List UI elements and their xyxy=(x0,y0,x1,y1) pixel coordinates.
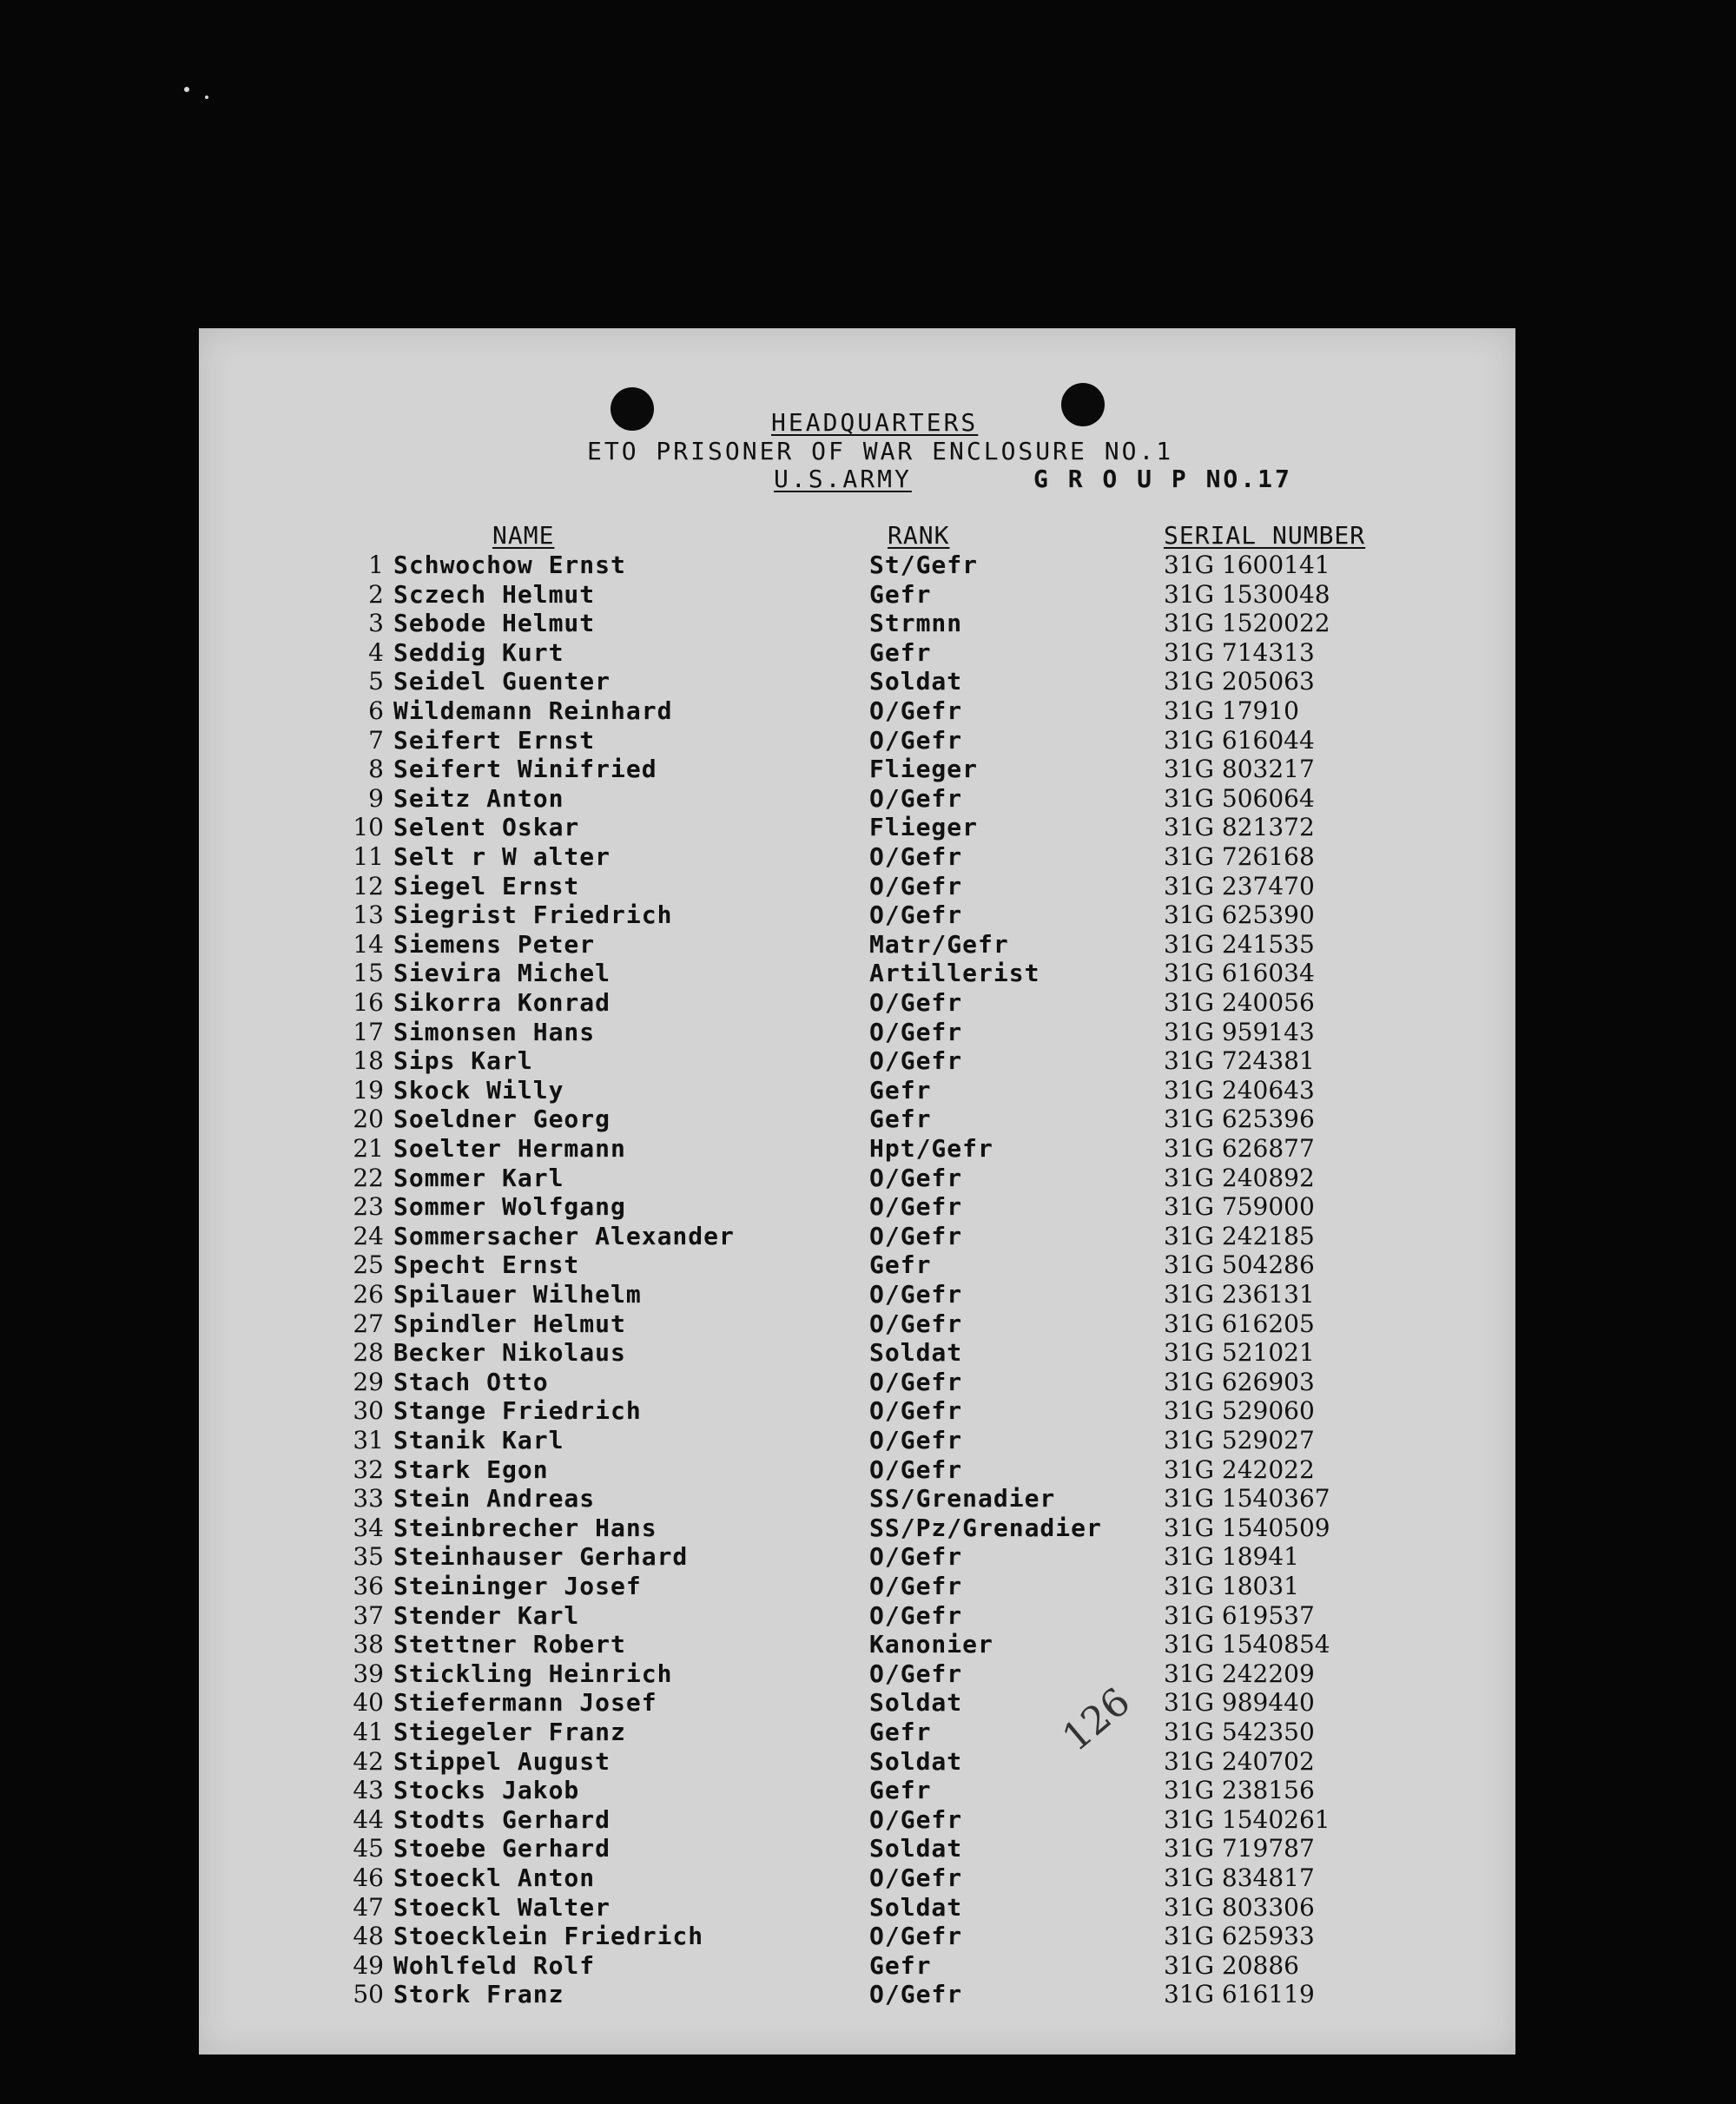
row-number: 34 xyxy=(353,1513,384,1542)
prisoner-name: Stach Otto xyxy=(393,1367,549,1396)
prisoner-name: Stender Karl xyxy=(393,1600,580,1630)
serial-number: 31G 726168 xyxy=(1164,842,1315,871)
row-number: 3 xyxy=(368,609,384,638)
prisoner-name: Seitz Anton xyxy=(393,783,564,813)
prisoner-name: Sommer Wolfgang xyxy=(393,1192,626,1222)
prisoner-name: Becker Nikolaus xyxy=(393,1338,626,1368)
table-row xyxy=(199,1601,1515,1630)
table-row xyxy=(199,842,1515,871)
row-number: 27 xyxy=(353,1309,384,1338)
serial-number: 31G 1540367 xyxy=(1164,1484,1330,1514)
prisoner-rank: O/Gefr xyxy=(869,1309,963,1338)
prisoner-name: Siegrist Friedrich xyxy=(393,900,673,930)
table-row xyxy=(199,813,1515,841)
serial-number: 31G 803217 xyxy=(1164,755,1315,784)
serial-number: 31G 719787 xyxy=(1164,1834,1315,1863)
row-number: 9 xyxy=(368,783,384,813)
prisoner-rank: Flieger xyxy=(869,813,979,842)
prisoner-rank: O/Gefr xyxy=(869,1863,963,1892)
row-number: 23 xyxy=(353,1192,384,1222)
row-number: 43 xyxy=(353,1776,384,1805)
row-number: 24 xyxy=(353,1221,384,1250)
prisoner-rank: O/Gefr xyxy=(869,1572,963,1600)
serial-number: 31G 619537 xyxy=(1164,1600,1315,1630)
row-number: 47 xyxy=(353,1892,384,1922)
prisoner-rank: Artillerist xyxy=(869,959,1040,988)
table-row xyxy=(199,872,1515,900)
prisoner-name: Spindler Helmut xyxy=(393,1309,626,1338)
row-number: 36 xyxy=(353,1572,384,1600)
table-row xyxy=(199,1222,1515,1250)
prisoner-rank: O/Gefr xyxy=(869,1804,963,1834)
table-row xyxy=(199,900,1515,929)
prisoner-name: Soeldner Georg xyxy=(393,1105,611,1134)
table-row xyxy=(199,1542,1515,1571)
serial-number: 31G 238156 xyxy=(1164,1776,1315,1805)
prisoner-rank: Flieger xyxy=(869,755,979,784)
prisoner-rank: Gefr xyxy=(869,637,932,667)
serial-number: 31G 1600141 xyxy=(1164,551,1330,579)
table-row xyxy=(199,1630,1515,1659)
table-row xyxy=(199,1338,1515,1367)
column-header-rank: RANK xyxy=(888,521,950,550)
serial-number: 31G 240643 xyxy=(1164,1075,1315,1105)
serial-number: 31G 759000 xyxy=(1164,1192,1315,1222)
table-row xyxy=(199,1076,1515,1105)
row-number: 10 xyxy=(353,813,384,842)
row-number: 11 xyxy=(353,842,384,871)
serial-number: 31G 821372 xyxy=(1164,813,1315,842)
prisoner-rank: O/Gefr xyxy=(869,1454,963,1484)
row-number: 29 xyxy=(353,1367,384,1396)
serial-number: 31G 542350 xyxy=(1164,1718,1315,1746)
prisoner-rank: SS/Grenadier xyxy=(869,1484,1056,1514)
army-label: U.S.ARMY xyxy=(774,465,912,493)
prisoner-rank: Gefr xyxy=(869,1105,932,1134)
row-number: 18 xyxy=(353,1046,384,1076)
serial-number: 31G 803306 xyxy=(1164,1892,1315,1922)
prisoner-name: Seifert Ernst xyxy=(393,725,596,755)
table-row xyxy=(199,988,1515,1017)
prisoner-name: Selent Oskar xyxy=(393,813,580,842)
prisoner-name: Stanik Karl xyxy=(393,1426,564,1454)
prisoner-rank: Matr/Gefr xyxy=(869,929,1009,959)
prisoner-name: Stettner Robert xyxy=(393,1630,626,1659)
prisoner-name: Spilauer Wilhelm xyxy=(393,1280,642,1309)
row-number: 14 xyxy=(353,929,384,959)
serial-number: 31G 616119 xyxy=(1164,1980,1315,2009)
prisoner-rank: O/Gefr xyxy=(869,783,963,813)
prisoner-name: Sczech Helmut xyxy=(393,579,596,609)
serial-number: 31G 506064 xyxy=(1164,783,1315,813)
row-number: 26 xyxy=(353,1280,384,1309)
prisoner-name: Stoecklein Friedrich xyxy=(393,1922,704,1951)
prisoner-rank: O/Gefr xyxy=(869,1046,963,1076)
row-number: 33 xyxy=(353,1484,384,1514)
prisoner-name: Schwochow Ernst xyxy=(393,551,626,579)
row-number: 5 xyxy=(368,667,384,696)
row-number: 7 xyxy=(368,725,384,755)
serial-number: 31G 529060 xyxy=(1164,1396,1315,1426)
prisoner-rank: Soldat xyxy=(869,1746,963,1776)
row-number: 28 xyxy=(353,1338,384,1368)
row-number: 48 xyxy=(353,1922,384,1951)
row-number: 45 xyxy=(353,1834,384,1863)
serial-number: 31G 504286 xyxy=(1164,1250,1315,1280)
table-row xyxy=(199,959,1515,987)
prisoner-rank: O/Gefr xyxy=(869,1192,963,1222)
prisoner-name: Simonsen Hans xyxy=(393,1017,596,1046)
prisoner-rank: Soldat xyxy=(869,1338,963,1368)
prisoner-rank: SS/Pz/Grenadier xyxy=(869,1513,1102,1542)
table-row xyxy=(199,930,1515,959)
table-row xyxy=(199,609,1515,637)
prisoner-rank: O/Gefr xyxy=(869,1600,963,1630)
prisoner-name: Stark Egon xyxy=(393,1454,549,1484)
table-row xyxy=(199,1134,1515,1163)
row-number: 50 xyxy=(353,1980,384,2009)
serial-number: 31G 242185 xyxy=(1164,1221,1315,1250)
serial-number: 31G 1520022 xyxy=(1164,609,1330,638)
row-number: 15 xyxy=(353,959,384,988)
film-speck xyxy=(205,96,208,99)
table-row xyxy=(199,1951,1515,1980)
prisoner-rank: O/Gefr xyxy=(869,1221,963,1250)
row-number: 32 xyxy=(353,1454,384,1484)
row-number: 13 xyxy=(353,900,384,930)
table-row xyxy=(199,1572,1515,1600)
prisoner-rank: Strmnn xyxy=(869,609,963,638)
serial-number: 31G 616205 xyxy=(1164,1309,1315,1338)
table-row xyxy=(199,1426,1515,1454)
row-number: 49 xyxy=(353,1950,384,1980)
serial-number: 31G 205063 xyxy=(1164,667,1315,696)
prisoner-name: Sebode Helmut xyxy=(393,609,596,638)
serial-number: 31G 625396 xyxy=(1164,1105,1315,1134)
serial-number: 31G 1540509 xyxy=(1164,1513,1330,1542)
row-number: 38 xyxy=(353,1630,384,1659)
prisoner-rank: O/Gefr xyxy=(869,1659,963,1688)
prisoner-rank: Gefr xyxy=(869,1718,932,1746)
table-row xyxy=(199,667,1515,696)
prisoner-rank: O/Gefr xyxy=(869,1280,963,1309)
row-number: 21 xyxy=(353,1134,384,1163)
prisoner-rank: Gefr xyxy=(869,579,932,609)
serial-number: 31G 714313 xyxy=(1164,637,1315,667)
prisoner-rank: O/Gefr xyxy=(869,1922,963,1951)
prisoner-name: Stiegeler Franz xyxy=(393,1718,626,1746)
prisoner-name: Steinbrecher Hans xyxy=(393,1513,657,1542)
row-number: 44 xyxy=(353,1804,384,1834)
prisoner-name: Stocks Jakob xyxy=(393,1776,580,1805)
serial-number: 31G 1540854 xyxy=(1164,1630,1330,1659)
row-number: 35 xyxy=(353,1542,384,1572)
prisoner-rank: Hpt/Gefr xyxy=(869,1134,993,1163)
prisoner-rank: O/Gefr xyxy=(869,1426,963,1454)
document-page xyxy=(199,328,1515,2055)
serial-number: 31G 989440 xyxy=(1164,1688,1315,1718)
row-number: 12 xyxy=(353,871,384,900)
prisoner-rank: O/Gefr xyxy=(869,1017,963,1046)
table-row xyxy=(199,726,1515,755)
serial-number: 31G 18031 xyxy=(1164,1572,1299,1600)
serial-number: 31G 236131 xyxy=(1164,1280,1315,1309)
table-row xyxy=(199,1046,1515,1075)
serial-number: 31G 237470 xyxy=(1164,871,1315,900)
table-row xyxy=(199,1805,1515,1834)
group-label: G R O U P NO.17 xyxy=(1033,465,1292,493)
prisoner-name: Sievira Michel xyxy=(393,959,611,988)
row-number: 42 xyxy=(353,1746,384,1776)
row-number: 19 xyxy=(353,1075,384,1105)
row-number: 6 xyxy=(368,696,384,725)
table-row xyxy=(199,1396,1515,1425)
serial-number: 31G 242209 xyxy=(1164,1659,1315,1688)
table-row xyxy=(199,1164,1515,1192)
serial-number: 31G 240056 xyxy=(1164,988,1315,1017)
table-row xyxy=(199,755,1515,783)
row-number: 31 xyxy=(353,1426,384,1454)
punch-hole-right xyxy=(1061,383,1105,426)
table-row xyxy=(199,638,1515,667)
table-row xyxy=(199,784,1515,813)
prisoner-name: Siegel Ernst xyxy=(393,871,580,900)
serial-number: 31G 240892 xyxy=(1164,1163,1315,1192)
table-row xyxy=(199,1368,1515,1396)
prisoner-name: Skock Willy xyxy=(393,1075,564,1105)
prisoner-rank: O/Gefr xyxy=(869,1367,963,1396)
prisoner-rank: Soldat xyxy=(869,1834,963,1863)
prisoner-rank: O/Gefr xyxy=(869,842,963,871)
row-number: 1 xyxy=(368,551,384,579)
table-row xyxy=(199,1455,1515,1484)
prisoner-name: Selt r W alter xyxy=(393,842,611,871)
table-row xyxy=(199,1514,1515,1542)
prisoner-name: Stiefermann Josef xyxy=(393,1688,657,1718)
serial-number: 31G 241535 xyxy=(1164,929,1315,959)
table-row xyxy=(199,1747,1515,1776)
prisoner-name: Soelter Hermann xyxy=(393,1134,626,1163)
row-number: 8 xyxy=(368,755,384,784)
prisoner-rank: Gefr xyxy=(869,1075,932,1105)
prisoner-rank: O/Gefr xyxy=(869,900,963,930)
serial-number: 31G 240702 xyxy=(1164,1746,1315,1776)
prisoner-name: Steinhauser Gerhard xyxy=(393,1542,689,1572)
prisoner-rank: Kanonier xyxy=(869,1630,993,1659)
table-row xyxy=(199,580,1515,609)
serial-number: 31G 834817 xyxy=(1164,1863,1315,1892)
table-row xyxy=(199,1688,1515,1717)
row-number: 16 xyxy=(353,988,384,1017)
prisoner-name: Stein Andreas xyxy=(393,1484,596,1514)
prisoner-rank: O/Gefr xyxy=(869,871,963,900)
row-number: 17 xyxy=(353,1017,384,1046)
prisoner-rank: Soldat xyxy=(869,1892,963,1922)
prisoner-name: Sikorra Konrad xyxy=(393,988,611,1017)
prisoner-name: Seddig Kurt xyxy=(393,637,564,667)
film-speck xyxy=(184,87,189,92)
prisoner-rank: O/Gefr xyxy=(869,1163,963,1192)
row-number: 2 xyxy=(368,579,384,609)
prisoner-name: Stork Franz xyxy=(393,1980,564,2009)
prisoner-name: Wildemann Reinhard xyxy=(393,696,673,725)
row-number: 46 xyxy=(353,1863,384,1892)
table-row xyxy=(199,1718,1515,1746)
row-number: 40 xyxy=(353,1688,384,1718)
row-number: 39 xyxy=(353,1659,384,1688)
serial-number: 31G 625933 xyxy=(1164,1922,1315,1951)
enclosure-title: ETO PRISONER OF WAR ENCLOSURE NO.1 xyxy=(587,437,1174,465)
table-row xyxy=(199,1484,1515,1513)
prisoner-name: Steininger Josef xyxy=(393,1572,642,1600)
serial-number: 31G 17910 xyxy=(1164,696,1299,725)
table-row xyxy=(199,1980,1515,2008)
column-header-serial: SERIAL NUMBER xyxy=(1164,521,1366,550)
table-row xyxy=(199,1250,1515,1279)
serial-number: 31G 959143 xyxy=(1164,1017,1315,1046)
prisoner-name: Seifert Winifried xyxy=(393,755,657,784)
serial-number: 31G 242022 xyxy=(1164,1454,1315,1484)
prisoner-name: Siemens Peter xyxy=(393,929,596,959)
serial-number: 31G 616034 xyxy=(1164,959,1315,988)
serial-number: 31G 18941 xyxy=(1164,1542,1299,1572)
serial-number: 31G 626903 xyxy=(1164,1367,1315,1396)
column-header-name: NAME xyxy=(492,521,555,550)
row-number: 20 xyxy=(353,1105,384,1134)
table-row xyxy=(199,1659,1515,1688)
prisoner-rank: Soldat xyxy=(869,667,963,696)
prisoner-rank: O/Gefr xyxy=(869,696,963,725)
prisoner-name: Sommer Karl xyxy=(393,1163,564,1192)
table-row xyxy=(199,1834,1515,1863)
serial-number: 31G 724381 xyxy=(1164,1046,1315,1076)
table-row xyxy=(199,551,1515,579)
table-row xyxy=(199,1863,1515,1892)
table-row xyxy=(199,1893,1515,1922)
serial-number: 31G 625390 xyxy=(1164,900,1315,930)
prisoner-name: Wohlfeld Rolf xyxy=(393,1950,596,1980)
row-number: 41 xyxy=(353,1718,384,1746)
prisoner-name: Sommersacher Alexander xyxy=(393,1221,735,1250)
serial-number: 31G 1530048 xyxy=(1164,579,1330,609)
prisoner-rank: St/Gefr xyxy=(869,551,979,579)
headquarters-title: HEADQUARTERS xyxy=(771,408,979,437)
table-row xyxy=(199,1018,1515,1046)
prisoner-name: Sips Karl xyxy=(393,1046,533,1076)
row-number: 30 xyxy=(353,1396,384,1426)
prisoner-name: Stoebe Gerhard xyxy=(393,1834,611,1863)
prisoner-name: Stodts Gerhard xyxy=(393,1804,611,1834)
punch-hole-left xyxy=(611,387,654,431)
serial-number: 31G 20886 xyxy=(1164,1950,1299,1980)
serial-number: 31G 616044 xyxy=(1164,725,1315,755)
prisoner-name: Stickling Heinrich xyxy=(393,1659,673,1688)
prisoner-rank: O/Gefr xyxy=(869,1980,963,2009)
table-row xyxy=(199,1280,1515,1309)
row-number: 22 xyxy=(353,1163,384,1192)
handwritten-annotation: 126 xyxy=(1054,1679,1139,1761)
prisoner-name: Stoeckl Anton xyxy=(393,1863,596,1892)
prisoner-name: Stange Friedrich xyxy=(393,1396,642,1426)
prisoner-rank: O/Gefr xyxy=(869,988,963,1017)
prisoner-name: Stoeckl Walter xyxy=(393,1892,611,1922)
table-row xyxy=(199,1922,1515,1950)
serial-number: 31G 529027 xyxy=(1164,1426,1315,1454)
table-row xyxy=(199,696,1515,725)
prisoner-rank: Soldat xyxy=(869,1688,963,1718)
table-row xyxy=(199,1776,1515,1804)
prisoner-rank: Gefr xyxy=(869,1950,932,1980)
prisoner-rank: O/Gefr xyxy=(869,1396,963,1426)
row-number: 25 xyxy=(353,1250,384,1280)
prisoner-rank: O/Gefr xyxy=(869,725,963,755)
prisoner-name: Specht Ernst xyxy=(393,1250,580,1280)
prisoner-name: Stippel August xyxy=(393,1746,611,1776)
prisoner-name: Seidel Guenter xyxy=(393,667,611,696)
serial-number: 31G 1540261 xyxy=(1164,1804,1330,1834)
row-number: 4 xyxy=(368,637,384,667)
prisoner-rank: Gefr xyxy=(869,1776,932,1805)
table-row xyxy=(199,1192,1515,1221)
prisoner-rank: O/Gefr xyxy=(869,1542,963,1572)
row-number: 37 xyxy=(353,1600,384,1630)
table-row xyxy=(199,1105,1515,1133)
serial-number: 31G 626877 xyxy=(1164,1134,1315,1163)
table-row xyxy=(199,1309,1515,1338)
prisoner-rank: Gefr xyxy=(869,1250,932,1280)
serial-number: 31G 521021 xyxy=(1164,1338,1315,1368)
